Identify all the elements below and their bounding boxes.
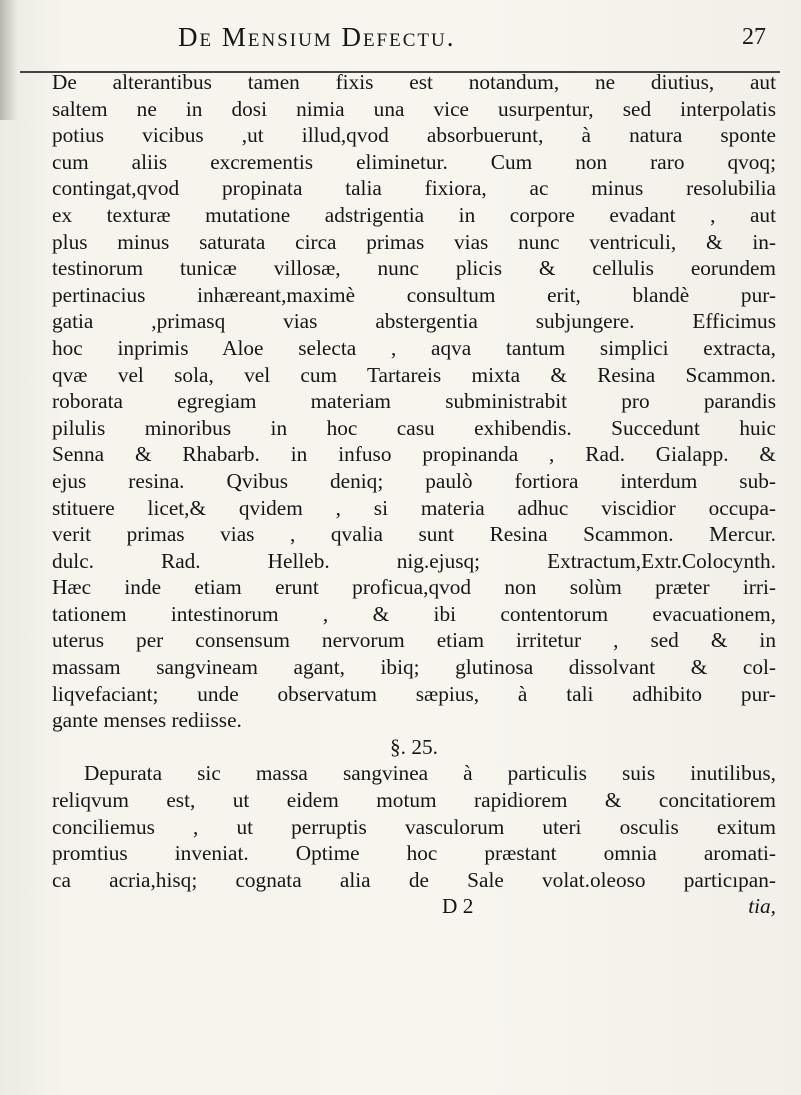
text-line: pertinacius inhæreant,maximè consultum erit, blandè pur-: [52, 282, 776, 307]
text-line: plus minus saturata circa primas vias nunc ventriculi, & in-: [52, 229, 776, 254]
text-line: stituere licet,& qvidem , si materia adhuc viscidior occupa-: [52, 495, 776, 520]
running-title: De Mensium Defectu.: [178, 22, 456, 52]
text-line: saltem ne in dosi nimia una vice usurpentur, sed interpolatis: [52, 96, 776, 121]
text-line: contingat,qvod propinata talia fixiora, ac minus resolubilia: [52, 176, 776, 201]
text-line: qvæ vel sola, vel cum Tartareis mixta & Resina Scammon.: [52, 362, 776, 387]
text-line: Depurata sic massa sangvinea à particulis suis inutilibus,: [84, 761, 776, 786]
text-line: cum aliis excrementis eliminetur. Cum non raro qvoq;: [52, 149, 776, 174]
text-line: gante menses rediisse.: [52, 708, 242, 733]
text-line: Senna & Rhabarb. in infuso propinanda , Rad. Gialapp. &: [52, 442, 776, 467]
text-line: hoc inprimis Aloe selecta , aqva tantum simplici extracta,: [52, 335, 776, 360]
text-line: conciliemus , ut perruptis vasculorum uteri osculis exitum: [52, 814, 776, 839]
catchword: tia,: [748, 894, 776, 919]
text-line: tationem intestinorum , & ibi contentorum evacuationem,: [52, 601, 776, 626]
text-line: ca acria,hisq; cognata alia de Sale volat.oleoso particıpan-: [52, 867, 776, 892]
page-header: [0, 12, 801, 62]
text-line: uterus per consensum nervorum etiam irritetur , sed & in: [52, 628, 776, 653]
text-line: reliqvum est, ut eidem motum rapidiorem & concitatiorem: [52, 788, 776, 813]
text-line: potius vicibus ,ut illud,qvod absorbuerunt, à natura sponte: [52, 123, 776, 148]
text-line: gatia ,primasq vias abstergentia subjungere. Efficimus: [52, 309, 776, 334]
text-line: promtius inveniat. Optime hoc præstant omnia aromati-: [52, 841, 776, 866]
text-line: roborata egregiam materiam subministrabit pro parandis: [52, 389, 776, 414]
text-line: De alterantibus tamen fixis est notandum, ne diutius, aut: [52, 70, 776, 94]
page-footer: [52, 893, 776, 920]
section-mark: §. 25.: [390, 734, 438, 759]
text-line: ejus resina. Qvibus deniq; paulò fortiora interdum sub-: [52, 468, 776, 493]
signature-mark: D 2: [442, 894, 474, 919]
text-line: massam sangvineam agant, ibiq; glutinosa dissolvant & col-: [52, 655, 776, 680]
text-line: liqvefaciant; unde observatum sæpius, à tali adhibito pur-: [52, 681, 776, 706]
page-number: 27: [742, 24, 766, 50]
text-line: ex texturæ mutatione adstrigentia in corpore evadant , aut: [52, 202, 776, 227]
text-line: dulc. Rad. Helleb. nig.ejusq; Extractum,Extr.Colocynth.: [52, 548, 776, 573]
text-line: verit primas vias , qvalia sunt Resina Scammon. Mercur.: [52, 522, 776, 547]
text-line: pilulis minoribus in hoc casu exhibendis. Succedunt huic: [52, 415, 776, 440]
text-line: Hæc inde etiam erunt proficua,qvod non solùm præter irri-: [52, 575, 776, 600]
text-line: testinorum tunicæ villosæ, nunc plicis & cellulis eorundem: [52, 256, 776, 281]
body-text: [52, 69, 776, 920]
